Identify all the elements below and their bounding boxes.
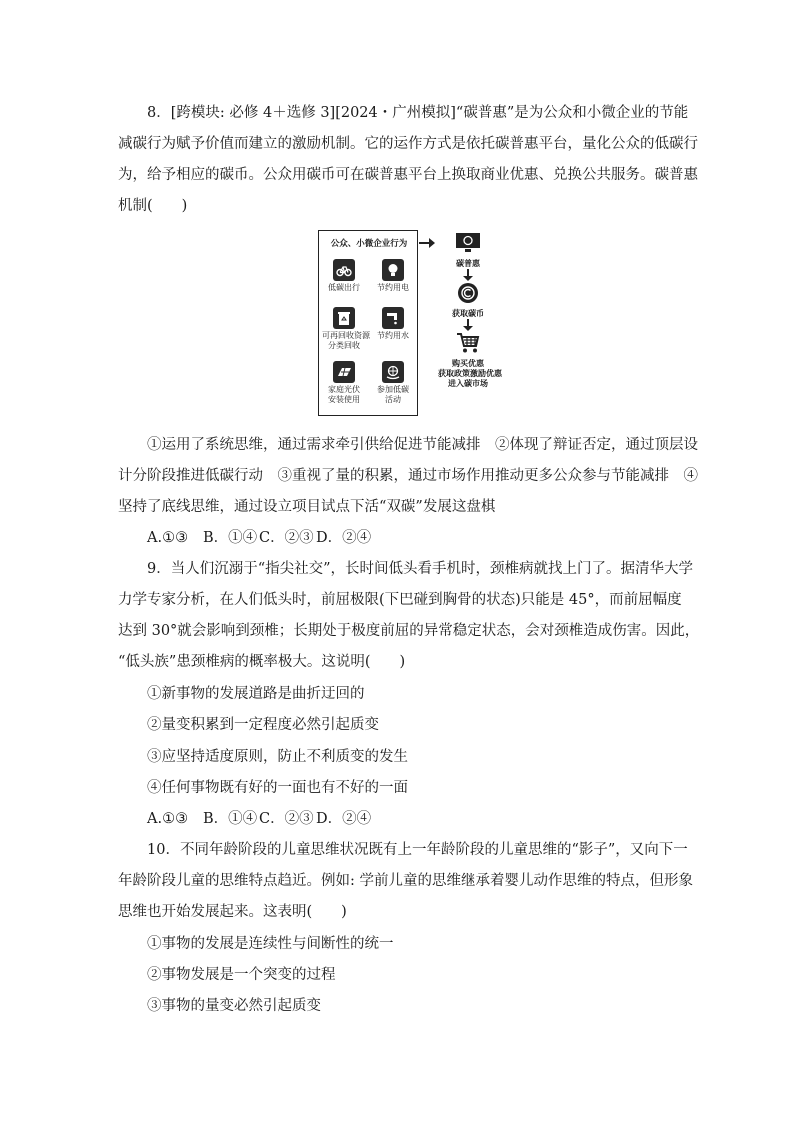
shopping-cart-icon: [456, 332, 480, 354]
behavior-label: 参加低碳: [377, 385, 409, 394]
q9-statement: ②量变积累到一定程度必然引起质变: [147, 717, 379, 733]
behavior-home-solar: [322, 361, 366, 405]
behavior-label: 分类回收: [328, 341, 360, 350]
recycle-bin-icon: [333, 307, 355, 329]
monitor-icon: [455, 232, 481, 254]
q8-stem-line: 为，给予相应的碳币。公众用碳币可在碳普惠平台上换取商业优惠、兑换公共服务。碳普惠: [118, 167, 698, 183]
q8-option-a: A.①③: [147, 530, 189, 546]
lightbulb-icon: [382, 259, 404, 281]
faucet-icon: [382, 307, 404, 329]
coin-icon: [457, 282, 479, 304]
q10-stem-line: 年龄阶段儿童的思维特点趋近。例如: 学前儿童的思维继承着婴儿动作思维的特点，但形象: [118, 873, 693, 889]
arrow-down-icon: [463, 319, 473, 331]
flow-label-carbon-inclusion: 碳普惠: [456, 258, 480, 268]
behavior-label: 家庭光伏: [328, 385, 360, 394]
behavior-label: 安装使用: [328, 395, 360, 404]
q10-statement: ③事物的量变必然引起质变: [147, 998, 321, 1014]
q8-option-c: C．②③: [259, 530, 314, 546]
behavior-save-electricity: [371, 259, 415, 293]
flow-label-get-carbon-coins: 获取碳币: [452, 308, 484, 318]
q8-option-b: B．①④: [203, 530, 258, 546]
behavior-low-carbon-travel: [322, 259, 366, 293]
q9-statement: ④任何事物既有好的一面也有不好的一面: [147, 780, 408, 796]
q8-statement-line: 计分阶段推进低碳行动 ③重视了量的积累，通过市场作用推动更多公众参与节能减排 ④: [118, 468, 698, 484]
behavior-panel-title: 公众、小微企业行为: [330, 239, 408, 249]
q9-statement: ①新事物的发展道路是曲折迂回的: [147, 686, 365, 702]
q10-stem-line: 思维也开始发展起来。这表明( ): [118, 904, 347, 920]
q9-statement: ③应坚持适度原则，防止不利质变的发生: [147, 749, 408, 765]
behavior-label: 可再回收资源: [322, 331, 370, 340]
behavior-recycling: [322, 307, 370, 351]
q9-option-a: A.①③: [147, 811, 189, 827]
flow-label-purchase-discount: 购买优惠: [452, 358, 484, 368]
behavior-label: 节约用电: [377, 283, 409, 292]
behavior-panel: [318, 230, 418, 416]
q8-stem-line: 机制( ): [118, 198, 188, 214]
flow-label-carbon-market: 进入碳市场: [448, 378, 488, 388]
behavior-label: 低碳出行: [328, 283, 360, 292]
q9-option-d: D．②④: [316, 811, 372, 827]
arrow-down-icon: [463, 269, 473, 281]
q9-stem-line: 达到 30°就会影响到颈椎；长期处于极度前屈的异常稳定状态，会对颈椎造成伤害。因此，: [118, 623, 700, 639]
behavior-label: 活动: [385, 395, 401, 404]
q9-stem-line: 9．当人们沉溺于“指尖社交”，长时间低头看手机时，颈椎病就找上门了。据清华大学: [147, 561, 694, 577]
q8-option-d: D．②④: [316, 530, 372, 546]
behavior-low-carbon-activity: [371, 361, 415, 405]
q9-option-c: C．②③: [259, 811, 314, 827]
flow-label-policy-incentive: 获取政策激励优惠: [438, 368, 502, 378]
q10-stem-line: 10．不同年龄阶段的儿童思维状况既有上一年龄阶段的儿童思维的“影子”，又向下一: [147, 842, 688, 858]
flow-column: [438, 232, 502, 388]
behavior-label: 节约用水: [377, 331, 409, 340]
carbon-inclusion-figure: [318, 230, 503, 418]
q8-stem-line: 8．[跨模块: 必修 4＋选修 3][2024・广州模拟]“碳普惠”是为公众和小微企业的节能: [147, 105, 689, 121]
bicycle-icon: [333, 259, 355, 281]
globe-hands-icon: [382, 361, 404, 383]
q8-statement-line: 坚持了底线思维，通过设立项目试点下活“双碳”发展这盘棋: [118, 499, 496, 515]
q9-stem-line: 力学专家分析，在人们低头时，前屈极限(下巴碰到胸骨的状态)只能是 45°，而前屈幅度: [118, 592, 682, 608]
q9-stem-line: “低头族”患颈椎病的概率极大。这说明( ): [118, 654, 406, 670]
q8-statement-line: ①运用了系统思维，通过需求牵引供给促进节能减排 ②体现了辩证否定，通过顶层设: [147, 437, 698, 453]
q9-option-b: B．①④: [203, 811, 258, 827]
q8-stem-line: 减碳行为赋予价值而建立的激励机制。它的运作方式是依托碳普惠平台，量化公众的低碳行: [118, 136, 698, 152]
behavior-save-water: [371, 307, 415, 341]
solar-panel-icon: [333, 361, 355, 383]
q10-statement: ①事物的发展是连续性与间断性的统一: [147, 936, 394, 952]
arrow-right-icon: [419, 238, 435, 248]
q10-statement: ②事物发展是一个突变的过程: [147, 967, 336, 983]
